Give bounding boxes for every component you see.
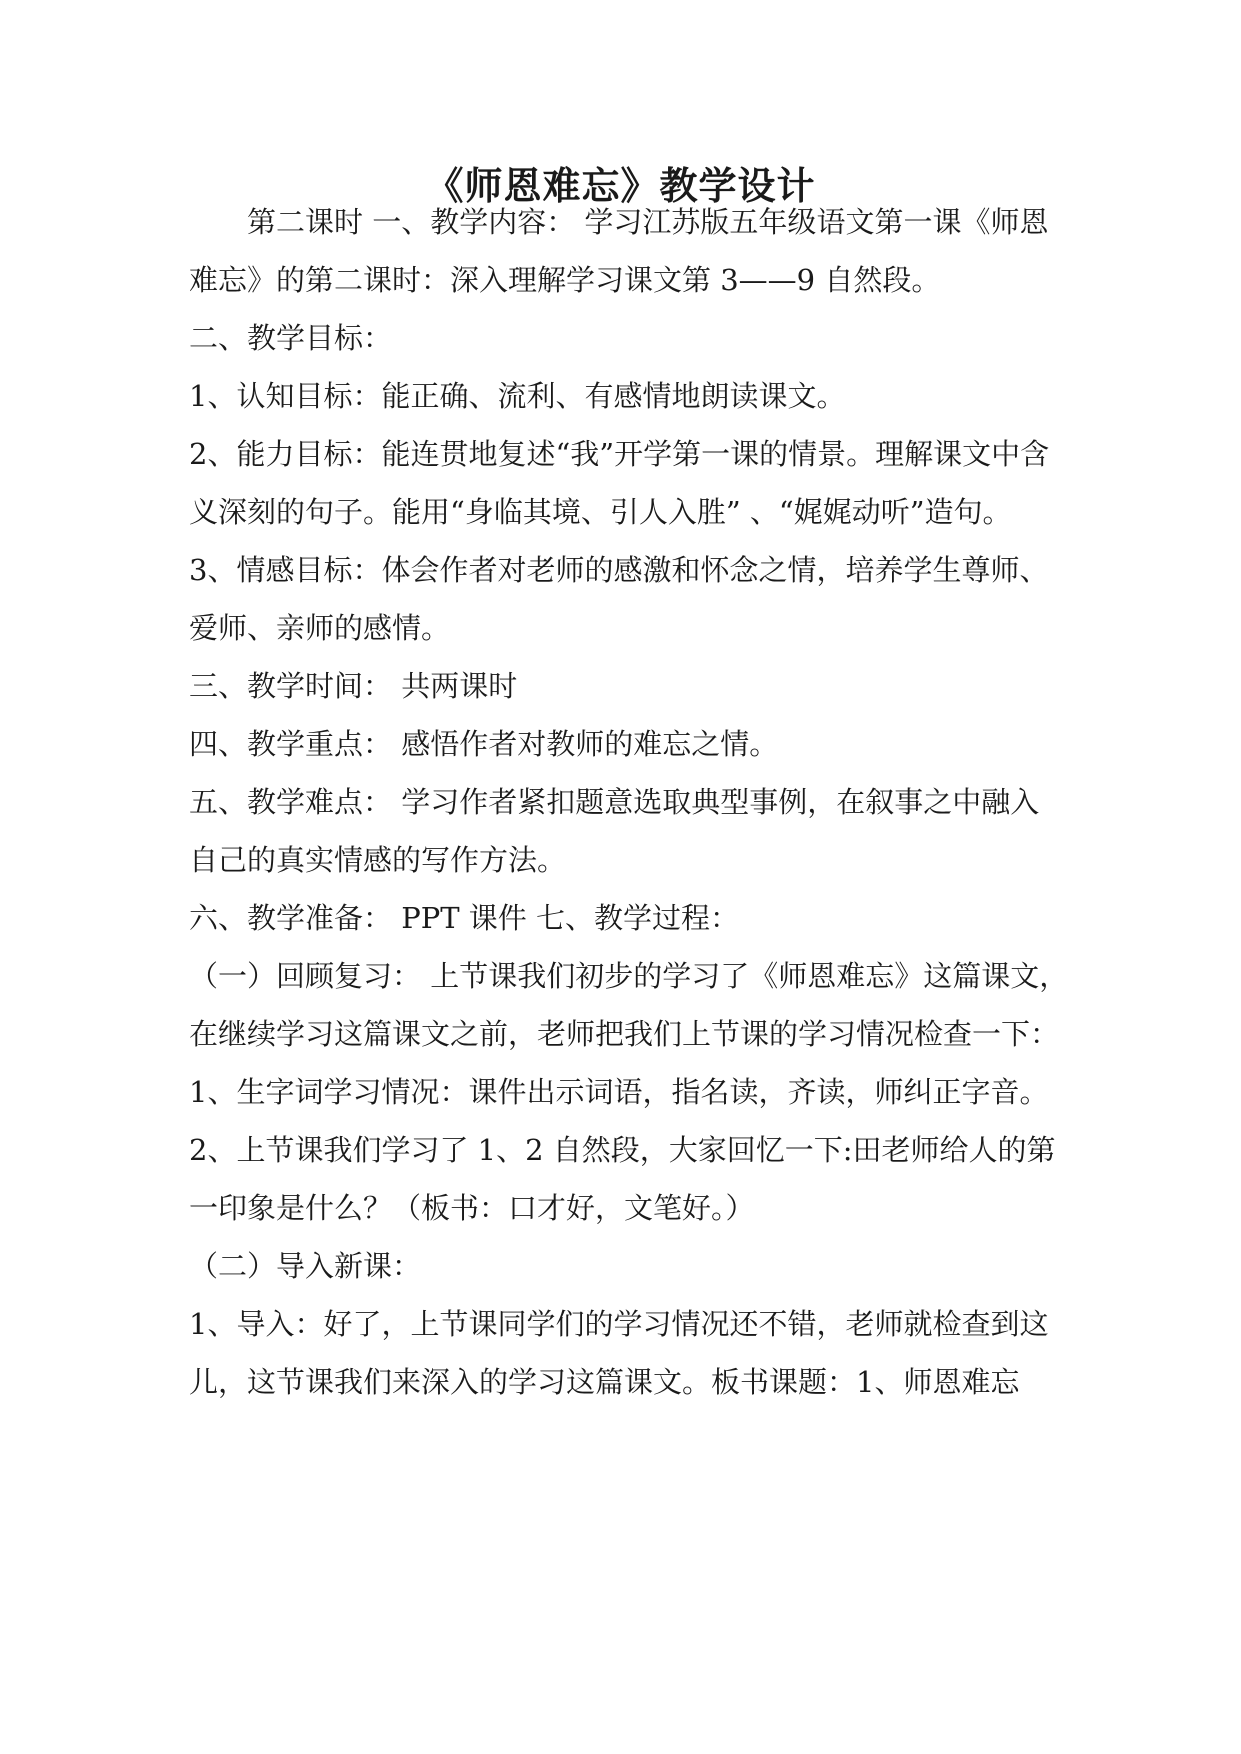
text-line-9: 三、教学时间： 共两课时 — [189, 669, 518, 703]
text-line-15: 在继续学习这篇课文之前，老师把我们上节课的学习情况检查一下： — [189, 1017, 1060, 1051]
text-line-12: 自己的真实情感的写作方法。 — [189, 843, 567, 877]
document-title: 《师恩难忘》教学设计 — [425, 163, 816, 208]
text-line-5: 2、能力目标：能连贯地复述“我”开学第一课的情景。理解课文中含 — [189, 437, 1050, 471]
text-line-18: 一印象是什么？（板书：口才好，文笔好。） — [189, 1191, 755, 1225]
text-line-21: 儿，这节课我们来深入的学习这篇课文。板书课题：1、师恩难忘 — [189, 1365, 1020, 1399]
text-line-16: 1、生字词学习情况：课件出示词语，指名读，齐读，师纠正字音。 — [189, 1075, 1049, 1109]
text-line-4: 1、认知目标：能正确、流利、有感情地朗读课文。 — [189, 379, 846, 413]
text-line-19: （二）导入新课： — [189, 1249, 422, 1283]
text-line-1: 第二课时 一、教学内容： 学习江苏版五年级语文第一课《师恩 — [189, 205, 1049, 239]
text-line-8: 爱师、亲师的感情。 — [189, 611, 451, 645]
text-line-3: 二、教学目标： — [189, 321, 393, 355]
text-line-10: 四、教学重点： 感悟作者对教师的难忘之情。 — [189, 727, 779, 761]
text-line-6: 义深刻的句子。能用“身临其境、引人入胜” 、“娓娓动听”造句。 — [189, 495, 1012, 529]
text-line-11: 五、教学难点： 学习作者紧扣题意选取典型事例，在叙事之中融入 — [189, 785, 1040, 819]
text-line-17: 2、上节课我们学习了 1、2 自然段，大家回忆一下:田老师给人的第 — [189, 1133, 1056, 1167]
text-line-2: 难忘》的第二课时：深入理解学习课文第 3——9 自然段。 — [189, 263, 941, 297]
text-line-7: 3、情感目标：体会作者对老师的感激和怀念之情，培养学生尊师、 — [189, 553, 1049, 587]
text-line-14: （一）回顾复习： 上节课我们初步的学习了《师恩难忘》这篇课文， — [189, 959, 1069, 993]
text-line-20: 1、导入：好了，上节课同学们的学习情况还不错，老师就检查到这 — [189, 1307, 1049, 1341]
text-line-13: 六、教学准备： PPT 课件 七、教学过程： — [189, 901, 740, 935]
